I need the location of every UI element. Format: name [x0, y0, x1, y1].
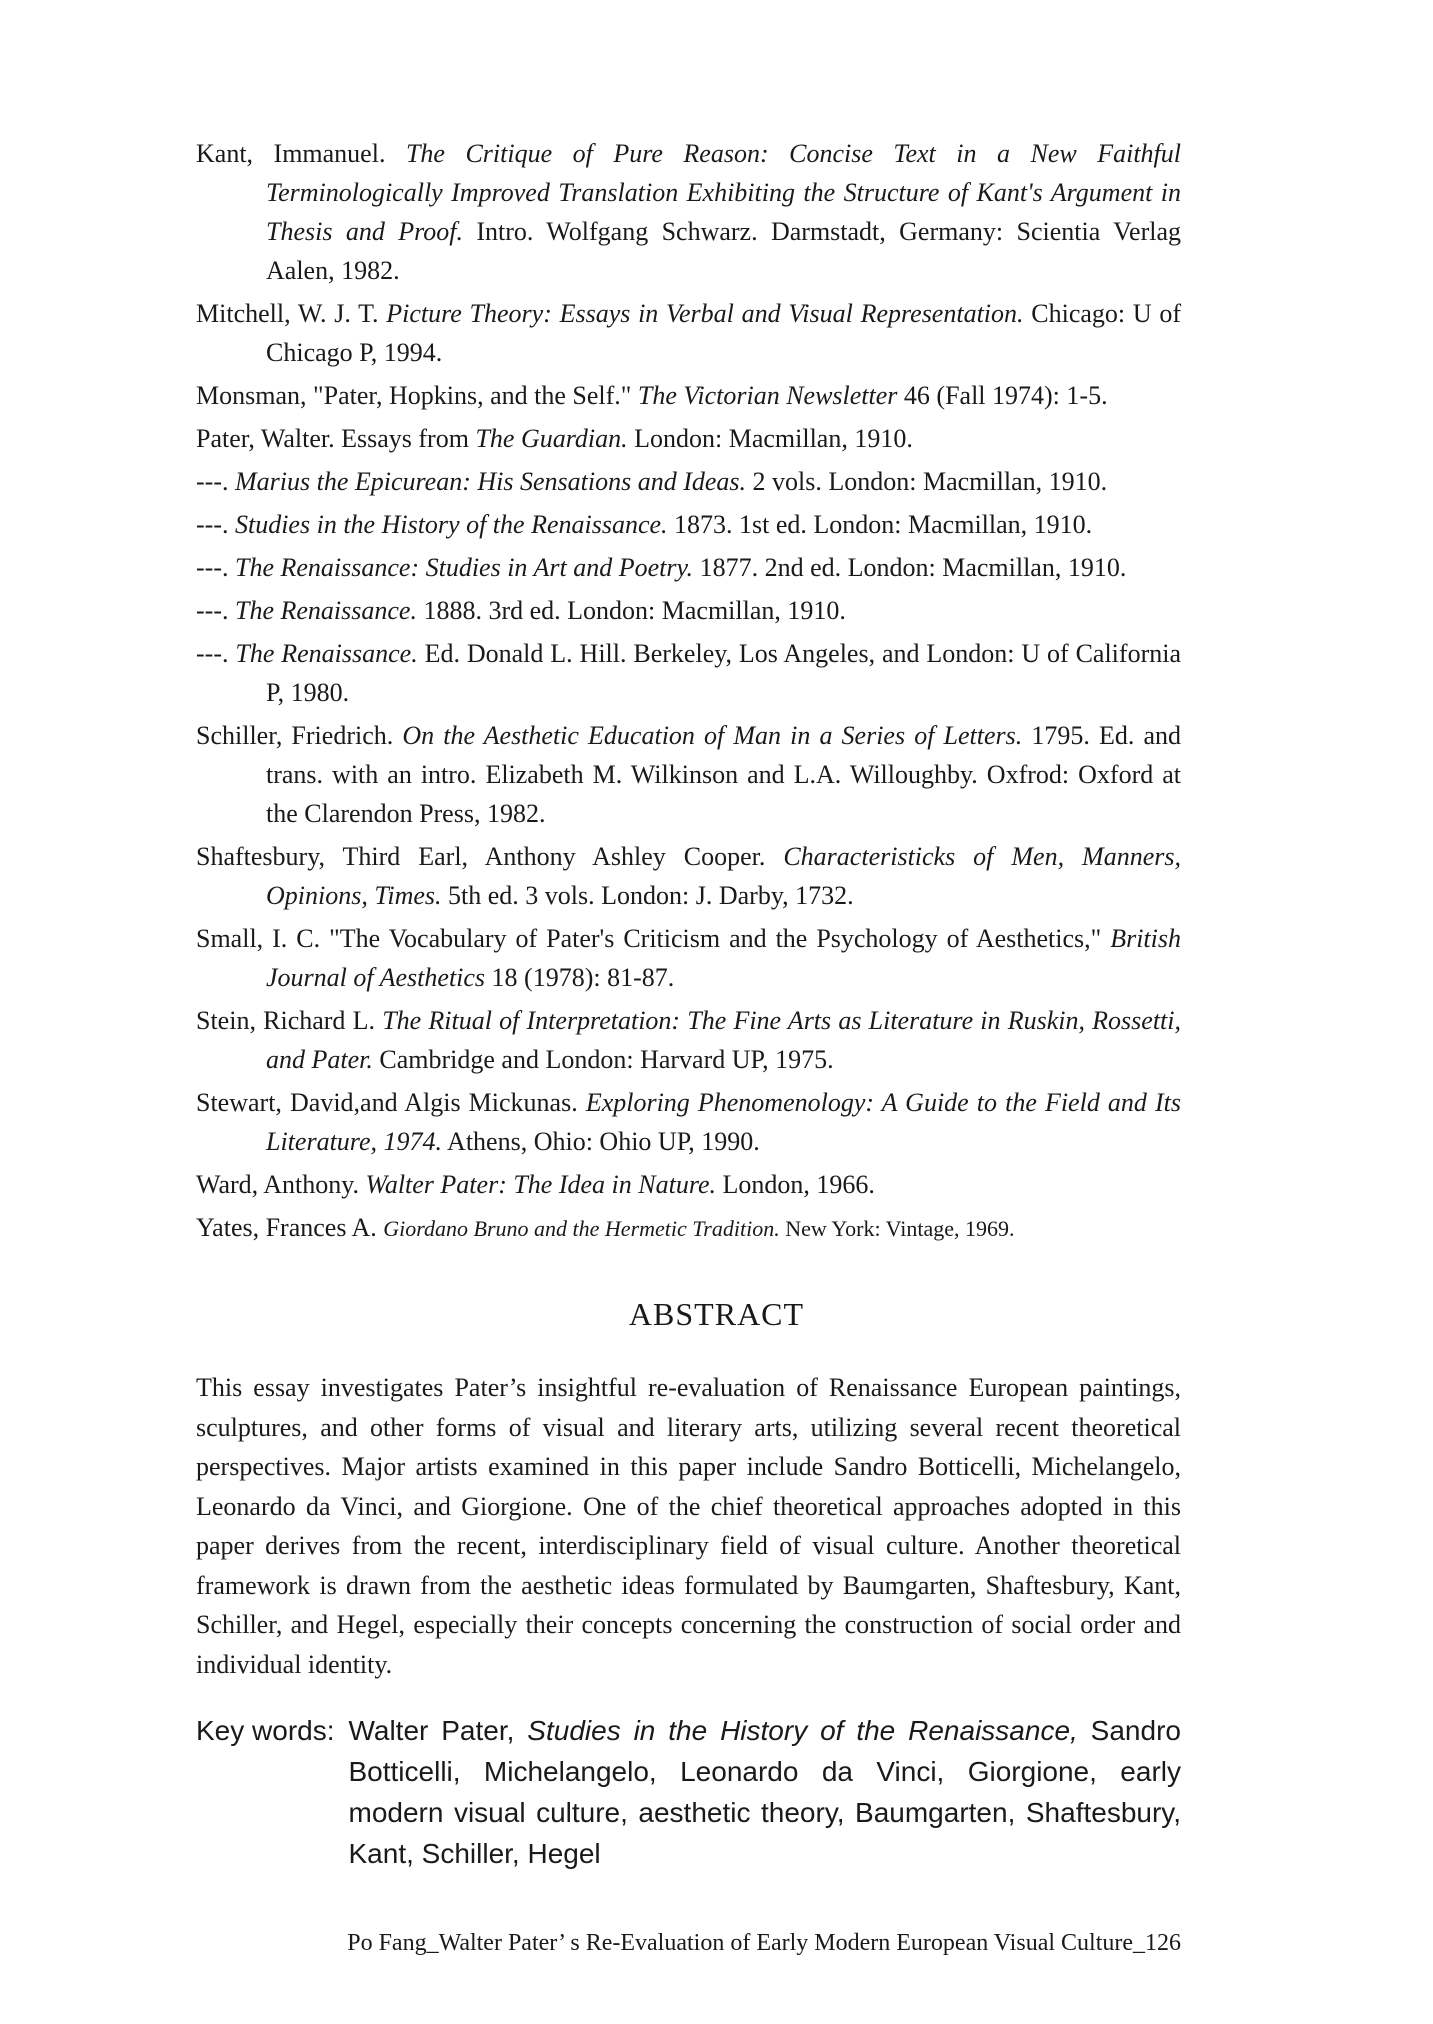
reference-title: Exploring Phenomenology: A Guide to the Field and Its Literature, 1974. [266, 1088, 1181, 1156]
reference-details: Intro. Wolfgang Schwarz. Darmstadt, Germany: Scientia Verlag Aalen, 1982. [266, 217, 1182, 285]
reference-title: The Renaissance. [235, 639, 418, 668]
reference-author: ---. [196, 639, 236, 668]
reference-author: Schiller, Friedrich. [196, 721, 403, 750]
keywords-section [196, 1710, 1181, 1874]
reference-details: Ed. Donald L. Hill. Berkeley, Los Angeles, and London: U of California P, 1980. [266, 639, 1181, 707]
reference-author: Monsman, "Pater, Hopkins, and the Self." [196, 381, 638, 410]
reference-entry [196, 1083, 1181, 1161]
reference-details: 1888. 3rd ed. London: Macmillan, 1910. [416, 596, 846, 625]
reference-title: The Renaissance. [234, 596, 417, 625]
reference-author: ---. [196, 467, 235, 496]
reference-entry [196, 1001, 1181, 1079]
reference-author: Shaftesbury, Third Earl, Anthony Ashley Cooper. [196, 842, 784, 871]
reference-details: 2 vols. London: Macmillan, 1910. [746, 467, 1108, 496]
reference-details: Athens, Ohio: Ohio UP, 1990. [441, 1127, 760, 1156]
reference-entry [196, 294, 1181, 372]
reference-details: 1877. 2nd ed. London: Macmillan, 1910. [693, 553, 1127, 582]
keywords-text [349, 1710, 1182, 1874]
reference-title: The Critique of Pure Reason: Concise Text in a New Faithful Terminologically Improved Translation Exhibiting the Structure of Kant's Argument in Thesis and Proof. [266, 139, 1181, 246]
reference-details: London, 1966. [716, 1170, 875, 1199]
reference-entry [196, 716, 1181, 833]
reference-entry [196, 134, 1181, 290]
reference-author: Stewart, David,and Algis Mickunas. [196, 1088, 586, 1117]
reference-title: On the Aesthetic Education of Man in a Series of Letters. [402, 721, 1023, 750]
reference-author: Small, I. C. "The Vocabulary of Pater's Criticism and the Psychology of Aesthetics," [196, 924, 1111, 953]
reference-author: Yates, Frances A. [196, 1213, 384, 1242]
reference-title: Picture Theory: Essays in Verbal and Visual Representation. [386, 299, 1024, 328]
reference-entry [196, 505, 1181, 544]
running-footer: Po Fang_Walter Pater’ s Re-Evaluation of Early Modern European Visual Culture_126 [347, 1930, 1181, 1956]
reference-entry [196, 462, 1181, 501]
keywords-italic-title: Studies in the History of the Renaissance, [527, 1715, 1078, 1746]
reference-title: The Guardian. [475, 424, 628, 453]
keywords-lead: Walter Pater, [348, 1715, 528, 1746]
reference-entry [196, 837, 1181, 915]
reference-details: 5th ed. 3 vols. London: J. Darby, 1732. [441, 881, 854, 910]
reference-title: Walter Pater: The Idea in Nature. [365, 1170, 717, 1199]
reference-author: Stein, Richard L. [196, 1006, 383, 1035]
reference-details: 18 (1978): 81-87. [485, 963, 675, 992]
reference-entry [196, 376, 1181, 415]
reference-title: Giordano Bruno and the Hermetic Tradition. [383, 1216, 780, 1241]
reference-details: London: Macmillan, 1910. [627, 424, 913, 453]
reference-details: Cambridge and London: Harvard UP, 1975. [372, 1045, 834, 1074]
keywords-rest: Sandro Botticelli, Michelangelo, Leonardo da Vinci, Giorgione, early modern visual culture, aesthetic theory, Baumgarten, Shaftesbury, Kant, Schiller, Hegel [348, 1715, 1181, 1869]
reference-title: The Renaissance: Studies in Art and Poetry. [234, 553, 694, 582]
reference-details: 46 (Fall 1974): 1-5. [897, 381, 1108, 410]
reference-author: Mitchell, W. J. T. [196, 299, 387, 328]
reference-entry [196, 1165, 1181, 1204]
reference-entry [196, 634, 1181, 712]
reference-details: New York: Vintage, 1969. [779, 1216, 1015, 1241]
reference-author: ---. [196, 510, 235, 539]
reference-entry [196, 419, 1181, 458]
reference-details: 1795. Ed. and trans. with an intro. Elizabeth M. Wilkinson and L.A. Willoughby. Oxfrod: Oxford at the Clarendon Press, 1982. [266, 721, 1182, 828]
reference-title: Characteristicks of Men, Manners, Opinions, Times. [266, 842, 1181, 910]
reference-author: ---. [196, 596, 235, 625]
reference-author: Pater, Walter. Essays from [196, 424, 476, 453]
reference-title: The Victorian Newsletter [637, 381, 898, 410]
reference-author: ---. [196, 553, 235, 582]
reference-title: British Journal of Aesthetics [266, 924, 1181, 992]
references-list [196, 134, 1181, 1252]
reference-title: The Ritual of Interpretation: The Fine Arts as Literature in Ruskin, Rossetti, and Pater. [266, 1006, 1181, 1074]
reference-entry [196, 1208, 1181, 1248]
reference-author: Kant, Immanuel. [196, 139, 406, 168]
reference-title: Studies in the History of the Renaissance. [234, 510, 668, 539]
keywords-label: Key words: [196, 1715, 335, 1746]
abstract-heading: ABSTRACT [628, 1296, 805, 1332]
reference-details: 1873. 1st ed. London: Macmillan, 1910. [667, 510, 1093, 539]
reference-title: Marius the Epicurean: His Sensations and Ideas. [234, 467, 747, 496]
reference-entry [196, 548, 1181, 587]
abstract-body: This essay investigates Pater’s insightful re-evaluation of Renaissance European paintings, sculptures, and other forms of visual and literary arts, utilizing several recent theoretical perspectives. Major artists examined in this paper include Sandro Botticelli, Michelangelo, Leonardo da Vinci, and Giorgione. One of the chief theoretical approaches adopted in this paper derives from the recent, interdisciplinary field of visual culture. Another theoretical framework is drawn from the aesthetic ideas formulated by Baumgarten, Shaftesbury, Kant, Schiller, and Hegel, especially their concepts concerning the construction of social order and individual identity. [196, 1373, 1181, 1679]
reference-entry [196, 919, 1181, 997]
reference-entry [196, 591, 1181, 630]
reference-author: Ward, Anthony. [196, 1170, 366, 1199]
reference-details: Chicago: U of Chicago P, 1994. [266, 299, 1181, 367]
